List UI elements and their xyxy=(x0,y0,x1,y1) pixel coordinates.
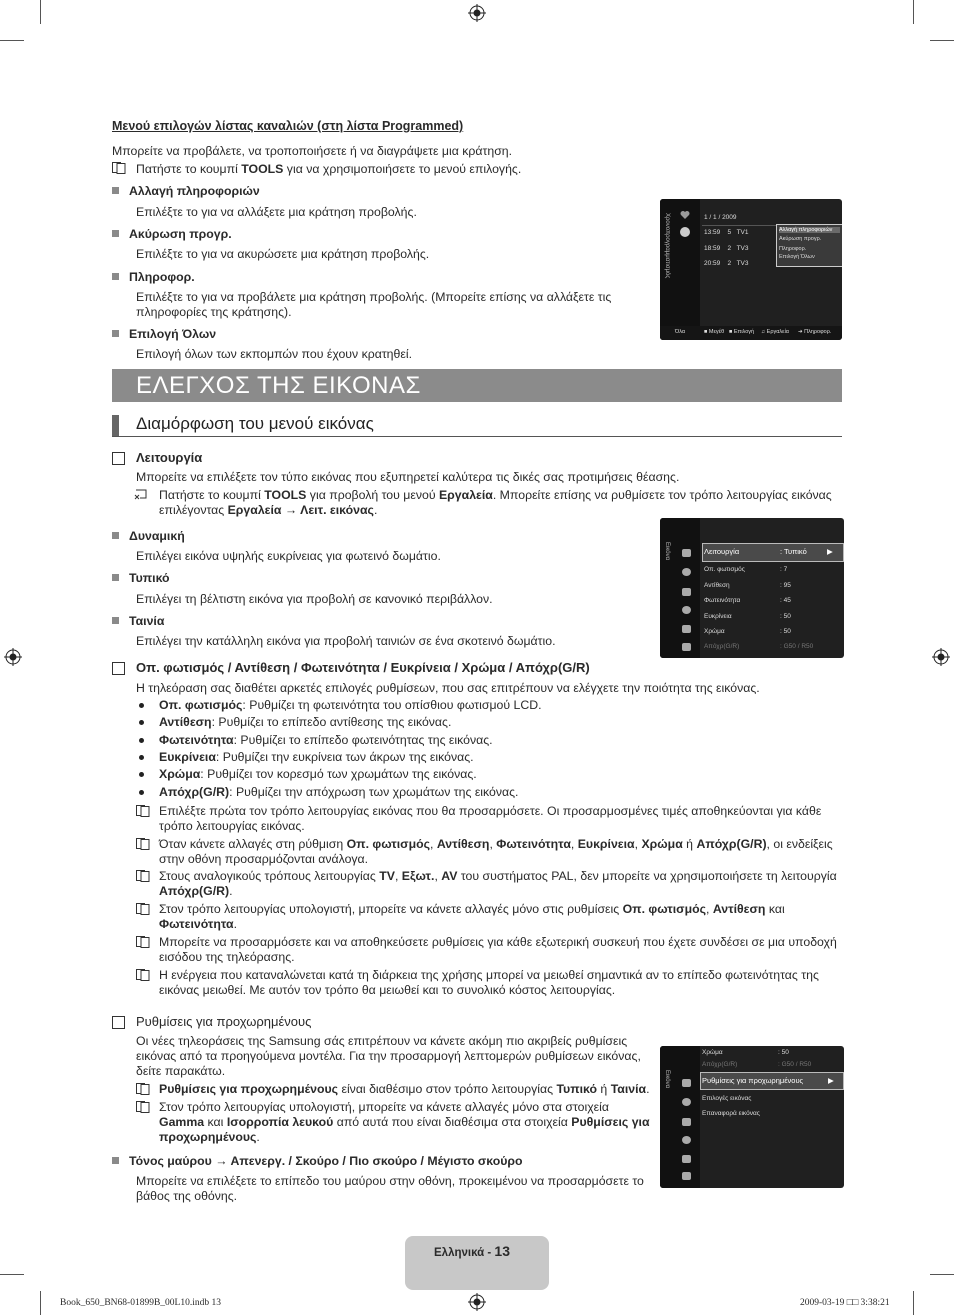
screen1-side-label: Χρονοπρογραμματισμός xyxy=(664,213,670,279)
adjust-note-cont: Απόχρ(G/R). xyxy=(159,884,233,898)
checkbox-icon xyxy=(112,662,125,675)
option-change-info-desc: Επιλέξτε το για να αλλάξετε μια κράτηση προβολής. xyxy=(136,205,417,219)
advanced-menu-screen: Εικόνα Χρώμα : 50 Απόχρ(G/R) : G50 / R50 Ρυθμίσεις για προχωρημένους ▶ Επιλογές εικόνας Επαναφορά εικόνας xyxy=(660,1046,844,1188)
note-icon xyxy=(136,1083,150,1095)
menu-item-sharpness[interactable]: Ευκρίνεια xyxy=(704,613,732,620)
tools-icon xyxy=(134,488,150,500)
page-number: Ελληνικά - 13 xyxy=(434,1243,510,1259)
input-icon xyxy=(682,1155,691,1163)
advanced-paragraph: δείτε παρακάτω. xyxy=(136,1064,226,1078)
adjust-note: Στους αναλογικούς τρόπους λειτουργίας TV, Εξωτ., AV του συστήματος PAL, δεν μπορείτε να χρησιμοποιήσετε τη λειτουργία xyxy=(159,869,837,883)
adjust-note-cont: στην οθόνη προσαρμόζονται ανάλογα. xyxy=(159,852,369,866)
note-icon xyxy=(112,162,126,174)
menu-item-colour[interactable]: Χρώμα xyxy=(702,1049,723,1056)
option-select-all-title: Επιλογή Όλων xyxy=(112,327,216,342)
mode-note: Πατήστε το κουμπί TOOLS για προβολή του μενού Εργαλεία. Μπορείτε επίσης να ρυθμίσετε τον τρόπο λειτουργίας εικόνας xyxy=(159,488,832,502)
note-icon xyxy=(136,903,150,915)
adjust-bullet: Αντίθεση: Ρυθμίζει το επίπεδο αντίθεσης της εικόνας. xyxy=(159,715,452,729)
support-icon xyxy=(682,643,691,651)
screen2-side-label: Εικόνα xyxy=(664,542,670,561)
checkbox-icon xyxy=(112,1016,125,1029)
bullet-icon xyxy=(139,755,144,760)
popup-item[interactable]: Αλλαγή πληροφοριών xyxy=(779,227,840,233)
menu-item-mode[interactable]: Λειτουργία xyxy=(704,547,740,556)
picture-icon xyxy=(682,1079,691,1087)
schedule-screen xyxy=(660,199,842,340)
adjust-note-cont: εικόνας μειωθεί. Με αυτόν τον τρόπο θα μειωθεί και το συνολικό κόστος λειτουργίας. xyxy=(159,983,616,997)
note-icon xyxy=(136,838,150,850)
menu-item-contrast[interactable]: Αντίθεση xyxy=(704,582,730,589)
screen1-date: 1 / 1 / 2009 xyxy=(704,214,737,221)
registration-mark-icon xyxy=(4,648,22,666)
option-select-all-desc: Επιλογή όλων των εκπομπών που έχουν κρατηθεί. xyxy=(136,347,412,361)
mode-standard-desc: Επιλέγει τη βέλτιστη εικόνα για προβολή σε κανονικό περιβάλλον. xyxy=(136,592,493,606)
bullet-icon xyxy=(139,772,144,777)
mode-note-cont: επιλέγοντας Εργαλεία → Λειτ. εικόνας. xyxy=(159,503,378,517)
menu-options-note: Πατήστε το κουμπί TOOLS για να χρησιμοποιήσετε το μενού επιλογής. xyxy=(136,162,522,176)
menu-item-advanced[interactable]: Ρυθμίσεις για προχωρημένους xyxy=(702,1076,804,1085)
footer-file: Book_650_BN68-01899B_00L10.indb 13 xyxy=(60,1298,221,1308)
footer-timestamp: 2009-03-19 □□ 3:38:21 xyxy=(800,1298,890,1308)
note-icon xyxy=(136,805,150,817)
option-cancel-title: Ακύρωση προγρ. xyxy=(112,227,232,242)
registration-mark-icon xyxy=(468,1293,486,1311)
option-info-desc: Επιλέξτε το για να προβάλετε μια κράτηση προβολής. (Μπορείτε επίσης να αλλάξετε τις xyxy=(136,290,612,304)
menu-options-title: Μενού επιλογών λίστας καναλιών (στη λίστα Programmed) xyxy=(112,119,464,133)
popup-item[interactable]: Πληροφορ. xyxy=(779,246,807,252)
section-title: ΕΛΕΓΧΟΣ ΤΗΣ ΕΙΚΟΝΑΣ xyxy=(112,369,842,402)
picture-menu-screen: Εικόνα Λειτουργία : Τυπικό ▶ Οπ. φωτισμός : 7 Αντίθεση : 95 Φωτεινότητα : 45 Ευκρίνεια : 50 Χρώμα : 50 Απόχρ(G/R) : G50 / R50 xyxy=(660,518,844,658)
option-cancel-desc: Επιλέξτε το για να ακυρώσετε μια κράτηση προβολής. xyxy=(136,247,430,261)
black-tone-desc-cont: βάθος της οθόνης. xyxy=(136,1189,238,1203)
bullet-icon xyxy=(139,703,144,708)
adjust-note: Στον τρόπο λειτουργίας υπολογιστή, μπορείτε να κάνετε αλλαγές μόνο στις ρυθμίσεις Οπ. φωτισμός, Αντίθεση και xyxy=(159,902,785,916)
menu-item-tint[interactable]: Απόχρ(G/R) xyxy=(704,643,740,650)
input-icon xyxy=(682,625,691,633)
mode-standard-title: Τυπικό xyxy=(112,571,170,586)
sound-icon xyxy=(682,1098,691,1106)
mode-movie-desc: Επιλέγει την κατάλληλη εικόνα για προβολή ταινιών σε ένα σκοτεινό δωμάτιο. xyxy=(136,634,556,648)
registration-mark-icon xyxy=(932,648,950,666)
menu-item-brightness[interactable]: Φωτεινότητα xyxy=(704,597,741,604)
adjust-note-cont: εισόδου της τηλεόρασης. xyxy=(159,950,295,964)
menu-item-picture-reset[interactable]: Επαναφορά εικόνας xyxy=(702,1110,760,1117)
advanced-note: Στον τρόπο λειτουργίας υπολογιστή, μπορείτε να κάνετε αλλαγές μόνο στα στοιχεία xyxy=(159,1100,609,1114)
adjust-bullet: Χρώμα: Ρυθμίζει τον κορεσμό των χρωμάτων της εικόνας. xyxy=(159,767,477,781)
adjust-bullet: Φωτεινότητα: Ρυθμίζει το επίπεδο φωτεινότητας της εικόνας. xyxy=(159,733,493,747)
menu-options-intro: Μπορείτε να προβάλετε, να τροποποιήσετε ή να διαγράψετε μια κράτηση. xyxy=(112,144,513,158)
adjust-note-cont: τρόπο λειτουργίας εικόνας. xyxy=(159,819,305,833)
black-tone-desc: Μπορείτε να επιλέξετε το επίπεδο του μαύρου στην οθόνη, προκειμένου να προσαρμόσετε το xyxy=(136,1174,644,1188)
options-popup xyxy=(776,224,842,267)
mode-dynamic-desc: Επιλέγει εικόνα υψηλής ευκρίνειας για φωτεινό δωμάτιο. xyxy=(136,549,441,563)
bullet-icon xyxy=(139,720,144,725)
advanced-note-cont: προχωρημένους. xyxy=(159,1130,260,1144)
screen1-row: 20:59 2 TV3 xyxy=(704,260,749,267)
adjust-note: Όταν κάνετε αλλαγές στη ρύθμιση Οπ. φωτισμός, Αντίθεση, Φωτεινότητα, Ευκρίνεια, Χρώμα ή Απόχρ(G/R), οι ενδείξεις xyxy=(159,837,833,851)
advanced-note-cont: Gamma και Ισορροπία λευκού από αυτά που είναι διαθέσιμα στα στοιχεία Ρυθμίσεις για xyxy=(159,1115,650,1129)
setup-icon xyxy=(682,606,691,614)
channel-icon xyxy=(682,588,691,596)
adjust-note: Επιλέξτε πρώτα τον τρόπο λειτουργίας εικόνας που θα προσαρμόσετε. Οι προσαρμοσμένες τιμές αποθηκεύονται για κάθε xyxy=(159,804,822,818)
screen1-row: 13:59 5 TV1 xyxy=(704,229,749,236)
advanced-paragraph: Οι νέες τηλεοράσεις της Samsung σάς επιτρέπουν να κάνετε ακόμη πιο ακριβείς ρυθμίσεις xyxy=(136,1034,628,1048)
advanced-title: Ρυθμίσεις για προχωρημένους xyxy=(136,1014,312,1029)
option-change-info-title: Αλλαγή πληροφοριών xyxy=(112,184,260,199)
screen1-row: 18:59 2 TV3 xyxy=(704,245,749,252)
arrow-right-icon: ▶ xyxy=(828,1076,834,1085)
bottom-label: ■ Επιλογή xyxy=(729,329,755,335)
bottom-label: ➜ Πληροφορ. xyxy=(798,329,832,335)
mode-movie-title: Ταινία xyxy=(112,614,164,629)
heart-icon xyxy=(680,210,690,220)
adjust-intro: Η τηλεόραση σας διαθέτει αρκετές επιλογές ρυθμίσεων, που σας επιτρέπουν να ελέγχετε την ποιότητα της εικόνας. xyxy=(136,681,760,695)
adjust-note: Μπορείτε να προσαρμόσετε και να αποθηκεύσετε ρυθμίσεις για κάθε εξωτερική συσκευή που έχετε συνδέσει σε μια υποδοχή xyxy=(159,935,837,949)
channel-icon xyxy=(682,1118,691,1126)
note-icon xyxy=(136,936,150,948)
arrow-right-icon: ▶ xyxy=(827,547,833,556)
subsection-title: Διαμόρφωση του μενού εικόνας xyxy=(136,414,374,433)
mode-title: Λειτουργία xyxy=(136,450,203,465)
support-icon xyxy=(682,1172,691,1180)
bottom-label: ■ Μεγέθ xyxy=(704,329,725,335)
menu-item-colour[interactable]: Χρώμα xyxy=(704,628,725,635)
note-icon xyxy=(136,870,150,882)
screen3-side-label: Εικόνα xyxy=(664,1070,670,1089)
bottom-label: ♫ Εργαλεία xyxy=(761,329,789,335)
popup-item[interactable]: Επιλογή Όλων xyxy=(779,254,815,260)
clock-icon xyxy=(680,227,690,237)
adjust-bullet: Οπ. φωτισμός: Ρυθμίζει τη φωτεινότητα του οπίσθιου φωτισμού LCD. xyxy=(159,698,542,712)
adjust-note-cont: Φωτεινότητα. xyxy=(159,917,238,931)
menu-item-picture-options[interactable]: Επιλογές εικόνας xyxy=(702,1095,752,1102)
bullet-icon xyxy=(139,738,144,743)
black-tone-title: Τόνος μαύρου → Απενεργ. / Σκούρο / Πιο σκούρο / Μέγιστο σκούρο xyxy=(112,1154,523,1169)
note-icon xyxy=(136,969,150,981)
sound-icon xyxy=(682,568,691,576)
option-info-desc-cont: πληροφορίες της κράτησης). xyxy=(136,305,292,319)
option-info-title: Πληροφορ. xyxy=(112,270,195,285)
bullet-icon xyxy=(139,790,144,795)
menu-item-tint[interactable]: Απόχρ(G/R) xyxy=(702,1061,738,1068)
adjust-note: Η ενέργεια που καταναλώνεται κατά τη διάρκεια της χρήσης μπορεί να μειωθεί σημαντικά αν το επίπεδο φωτεινότητας της xyxy=(159,968,819,982)
advanced-paragraph: εικόνας από τα προηγούμενα μοντέλα. Για την προσαρμογή λεπτομερών ρυθμίσεων εικόνας, xyxy=(136,1049,641,1063)
checkbox-icon xyxy=(112,452,125,465)
advanced-note: Ρυθμίσεις για προχωρημένους είναι διαθέσιμο στον τρόπο λειτουργίας Τυπικό ή Ταινία. xyxy=(159,1082,650,1096)
popup-item[interactable]: Ακύρωση προγρ. xyxy=(779,236,822,242)
picture-icon xyxy=(682,549,691,557)
mode-dynamic-title: Δυναμική xyxy=(112,529,185,544)
adjust-bullet: Απόχρ(G/R): Ρυθμίζει την απόχρωση των χρωμάτων της εικόνας. xyxy=(159,785,519,799)
registration-mark-icon xyxy=(468,4,486,22)
setup-icon xyxy=(682,1136,691,1144)
mode-intro: Μπορείτε να επιλέξετε τον τύπο εικόνας που εξυπηρετεί καλύτερα τις δικές σας προτιμήσεις θέασης. xyxy=(136,470,680,484)
adjust-title: Οπ. φωτισμός / Αντίθεση / Φωτεινότητα / Ευκρίνεια / Χρώμα / Απόχρ(G/R) xyxy=(136,660,590,675)
bottom-label: Όλα xyxy=(675,329,686,335)
menu-item-backlight[interactable]: Οπ. φωτισμός xyxy=(704,566,745,573)
adjust-bullet: Ευκρίνεια: Ρυθμίζει την ευκρίνεια των άκρων της εικόνας. xyxy=(159,750,474,764)
note-icon xyxy=(136,1101,150,1113)
